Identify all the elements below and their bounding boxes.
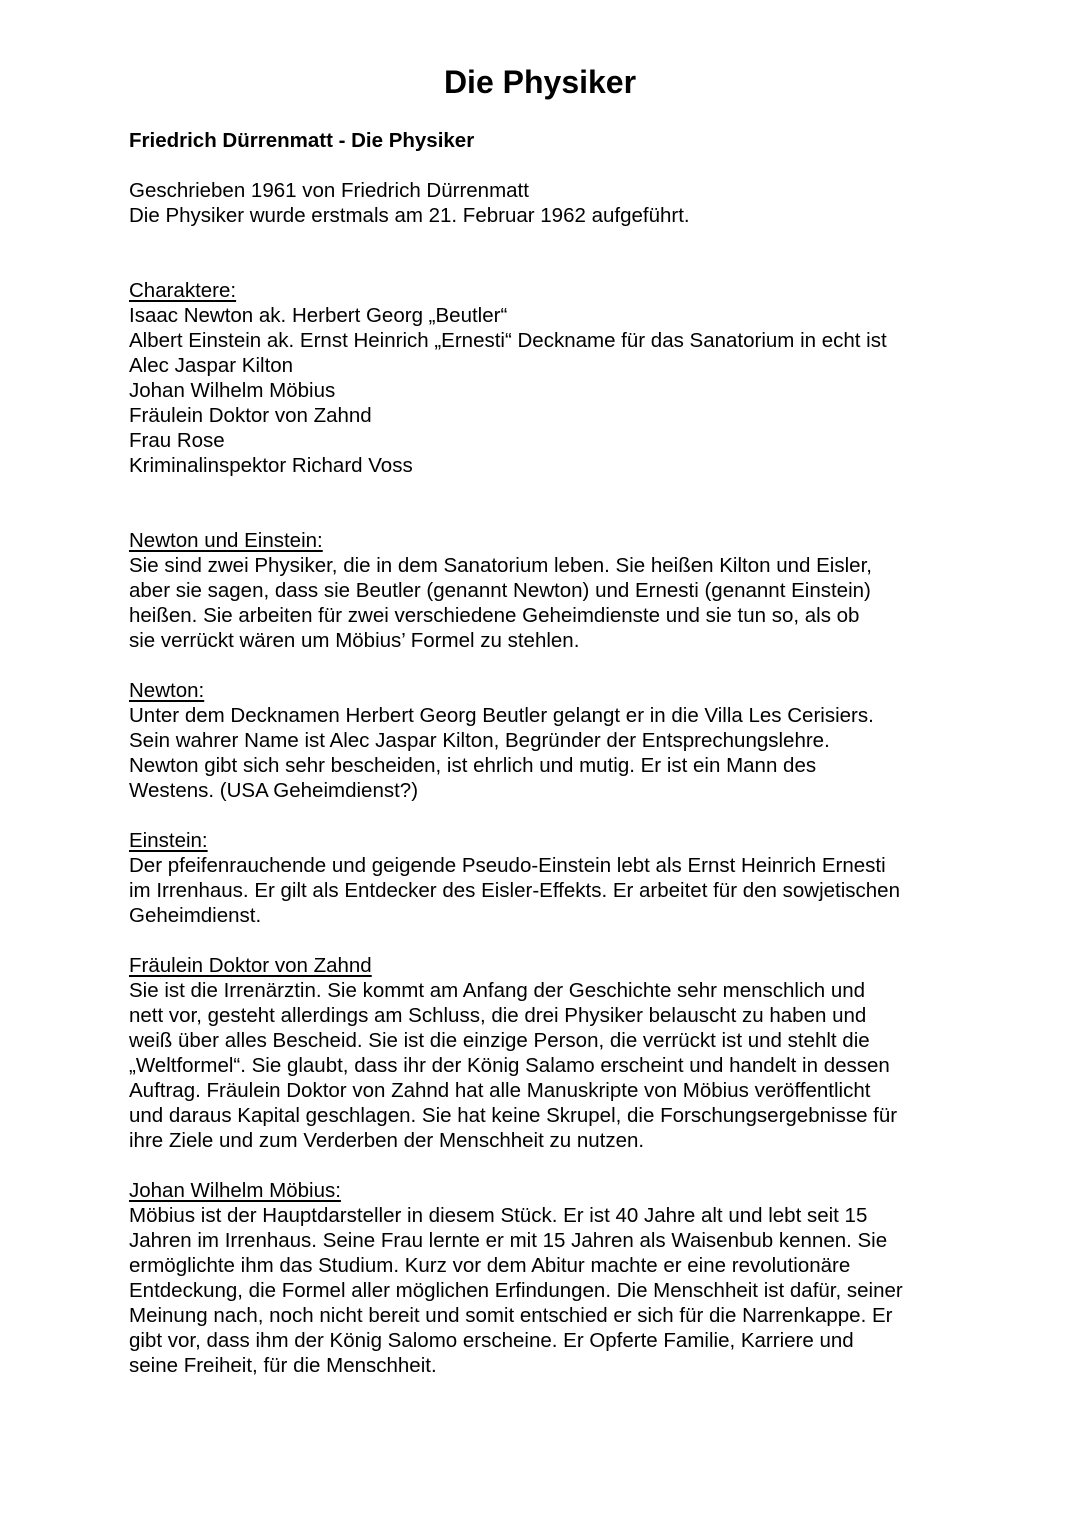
section-text-line: gibt vor, dass ihm der König Salomo erscheine. Er Opferte Familie, Karriere und [129, 1329, 854, 1352]
section-heading: Einstein: [129, 829, 208, 852]
section-text-line: seine Freiheit, für die Menschheit. [129, 1354, 437, 1377]
section-text-line: sie verrückt wären um Möbius’ Formel zu stehlen. [129, 629, 580, 652]
character-item: Alec Jaspar Kilton [129, 354, 294, 377]
section-text-line: Meinung nach, noch nicht bereit und somit entschied er sich für die Narrenkappe. Er [129, 1304, 893, 1327]
document-body [129, 128, 1009, 1378]
section-text-line: Möbius ist der Hauptdarsteller in diesem Stück. Er ist 40 Jahre alt und lebt seit 15 [129, 1204, 868, 1227]
section-text-line: aber sie sagen, dass sie Beutler (genannt Newton) und Ernesti (genannt Einstein) [129, 579, 871, 602]
section-fraeulein-doktor-von-zahnd [129, 953, 1009, 1153]
characters-section [129, 278, 1009, 478]
intro-line: Die Physiker wurde erstmals am 21. Februar 1962 aufgeführt. [129, 204, 690, 227]
characters-heading: Charaktere: [129, 279, 237, 302]
section-text-line: Geheimdienst. [129, 904, 262, 927]
intro-paragraph [129, 178, 1009, 228]
character-item: Isaac Newton ak. Herbert Georg „Beutler“ [129, 304, 508, 327]
section-heading: Fräulein Doktor von Zahnd [129, 954, 372, 977]
section-text-line: heißen. Sie arbeiten für zwei verschiedene Geheimdienste und sie tun so, als ob [129, 604, 860, 627]
section-text-line: weiß über alles Bescheid. Sie ist die einzige Person, die verrückt ist und stehlt die [129, 1029, 870, 1052]
section-text-line: nett vor, gesteht allerdings am Schluss, die drei Physiker belauscht zu haben und [129, 1004, 867, 1027]
section-text-line: Unter dem Decknamen Herbert Georg Beutler gelangt er in die Villa Les Cerisiers. [129, 704, 874, 727]
section-text-line: ihre Ziele und zum Verderben der Menschheit zu nutzen. [129, 1129, 645, 1152]
section-text-line: Sein wahrer Name ist Alec Jaspar Kilton, Begründer der Entsprechungslehre. [129, 729, 830, 752]
section-text-line: ermöglichte ihm das Studium. Kurz vor dem Abitur machte er eine revolutionäre [129, 1254, 851, 1277]
section-text-line: Sie sind zwei Physiker, die in dem Sanatorium leben. Sie heißen Kilton und Eisler, [129, 554, 872, 577]
section-text-line: Der pfeifenrauchende und geigende Pseudo-Einstein lebt als Ernst Heinrich Ernesti [129, 854, 886, 877]
section-text-line: Westens. (USA Geheimdienst?) [129, 779, 419, 802]
section-heading: Newton: [129, 679, 205, 702]
character-item: Johan Wilhelm Möbius [129, 379, 336, 402]
section-text-line: Entdeckung, die Formel aller möglichen Erfindungen. Die Menschheit ist dafür, seiner [129, 1279, 903, 1302]
character-item: Frau Rose [129, 429, 225, 452]
section-text-line: Newton gibt sich sehr bescheiden, ist ehrlich und mutig. Er ist ein Mann des [129, 754, 817, 777]
page-title: Die Physiker [443, 64, 637, 100]
character-item: Albert Einstein ak. Ernst Heinrich „Ernesti“ Deckname für das Sanatorium in echt ist [129, 329, 887, 352]
section-text-line: im Irrenhaus. Er gilt als Entdecker des Eisler-Effekts. Er arbeitet für den sowjetischen [129, 879, 900, 902]
section-heading: Johan Wilhelm Möbius: [129, 1179, 341, 1202]
section-text-line: „Weltformel“. Sie glaubt, dass ihr der König Salamo erscheint und handelt in dessen [129, 1054, 890, 1077]
section-einstein [129, 828, 1009, 928]
section-newton-und-einstein [129, 528, 1009, 653]
section-text-line: Jahren im Irrenhaus. Seine Frau lernte er mit 15 Jahren als Waisenbub kennen. Sie [129, 1229, 888, 1252]
character-item: Fräulein Doktor von Zahnd [129, 404, 372, 427]
document-subtitle: Friedrich Dürrenmatt - Die Physiker [129, 129, 475, 152]
section-text-line: und daraus Kapital geschlagen. Sie hat keine Skrupel, die Forschungsergebnisse für [129, 1104, 898, 1127]
section-johan-wilhelm-moebius [129, 1178, 1009, 1378]
intro-line: Geschrieben 1961 von Friedrich Dürrenmatt [129, 179, 529, 202]
character-item: Kriminalinspektor Richard Voss [129, 454, 413, 477]
section-heading: Newton und Einstein: [129, 529, 323, 552]
section-text-line: Sie ist die Irrenärztin. Sie kommt am Anfang der Geschichte sehr menschlich und [129, 979, 866, 1002]
section-newton [129, 678, 1009, 803]
section-text-line: Auftrag. Fräulein Doktor von Zahnd hat alle Manuskripte von Möbius veröffentlicht [129, 1079, 871, 1102]
